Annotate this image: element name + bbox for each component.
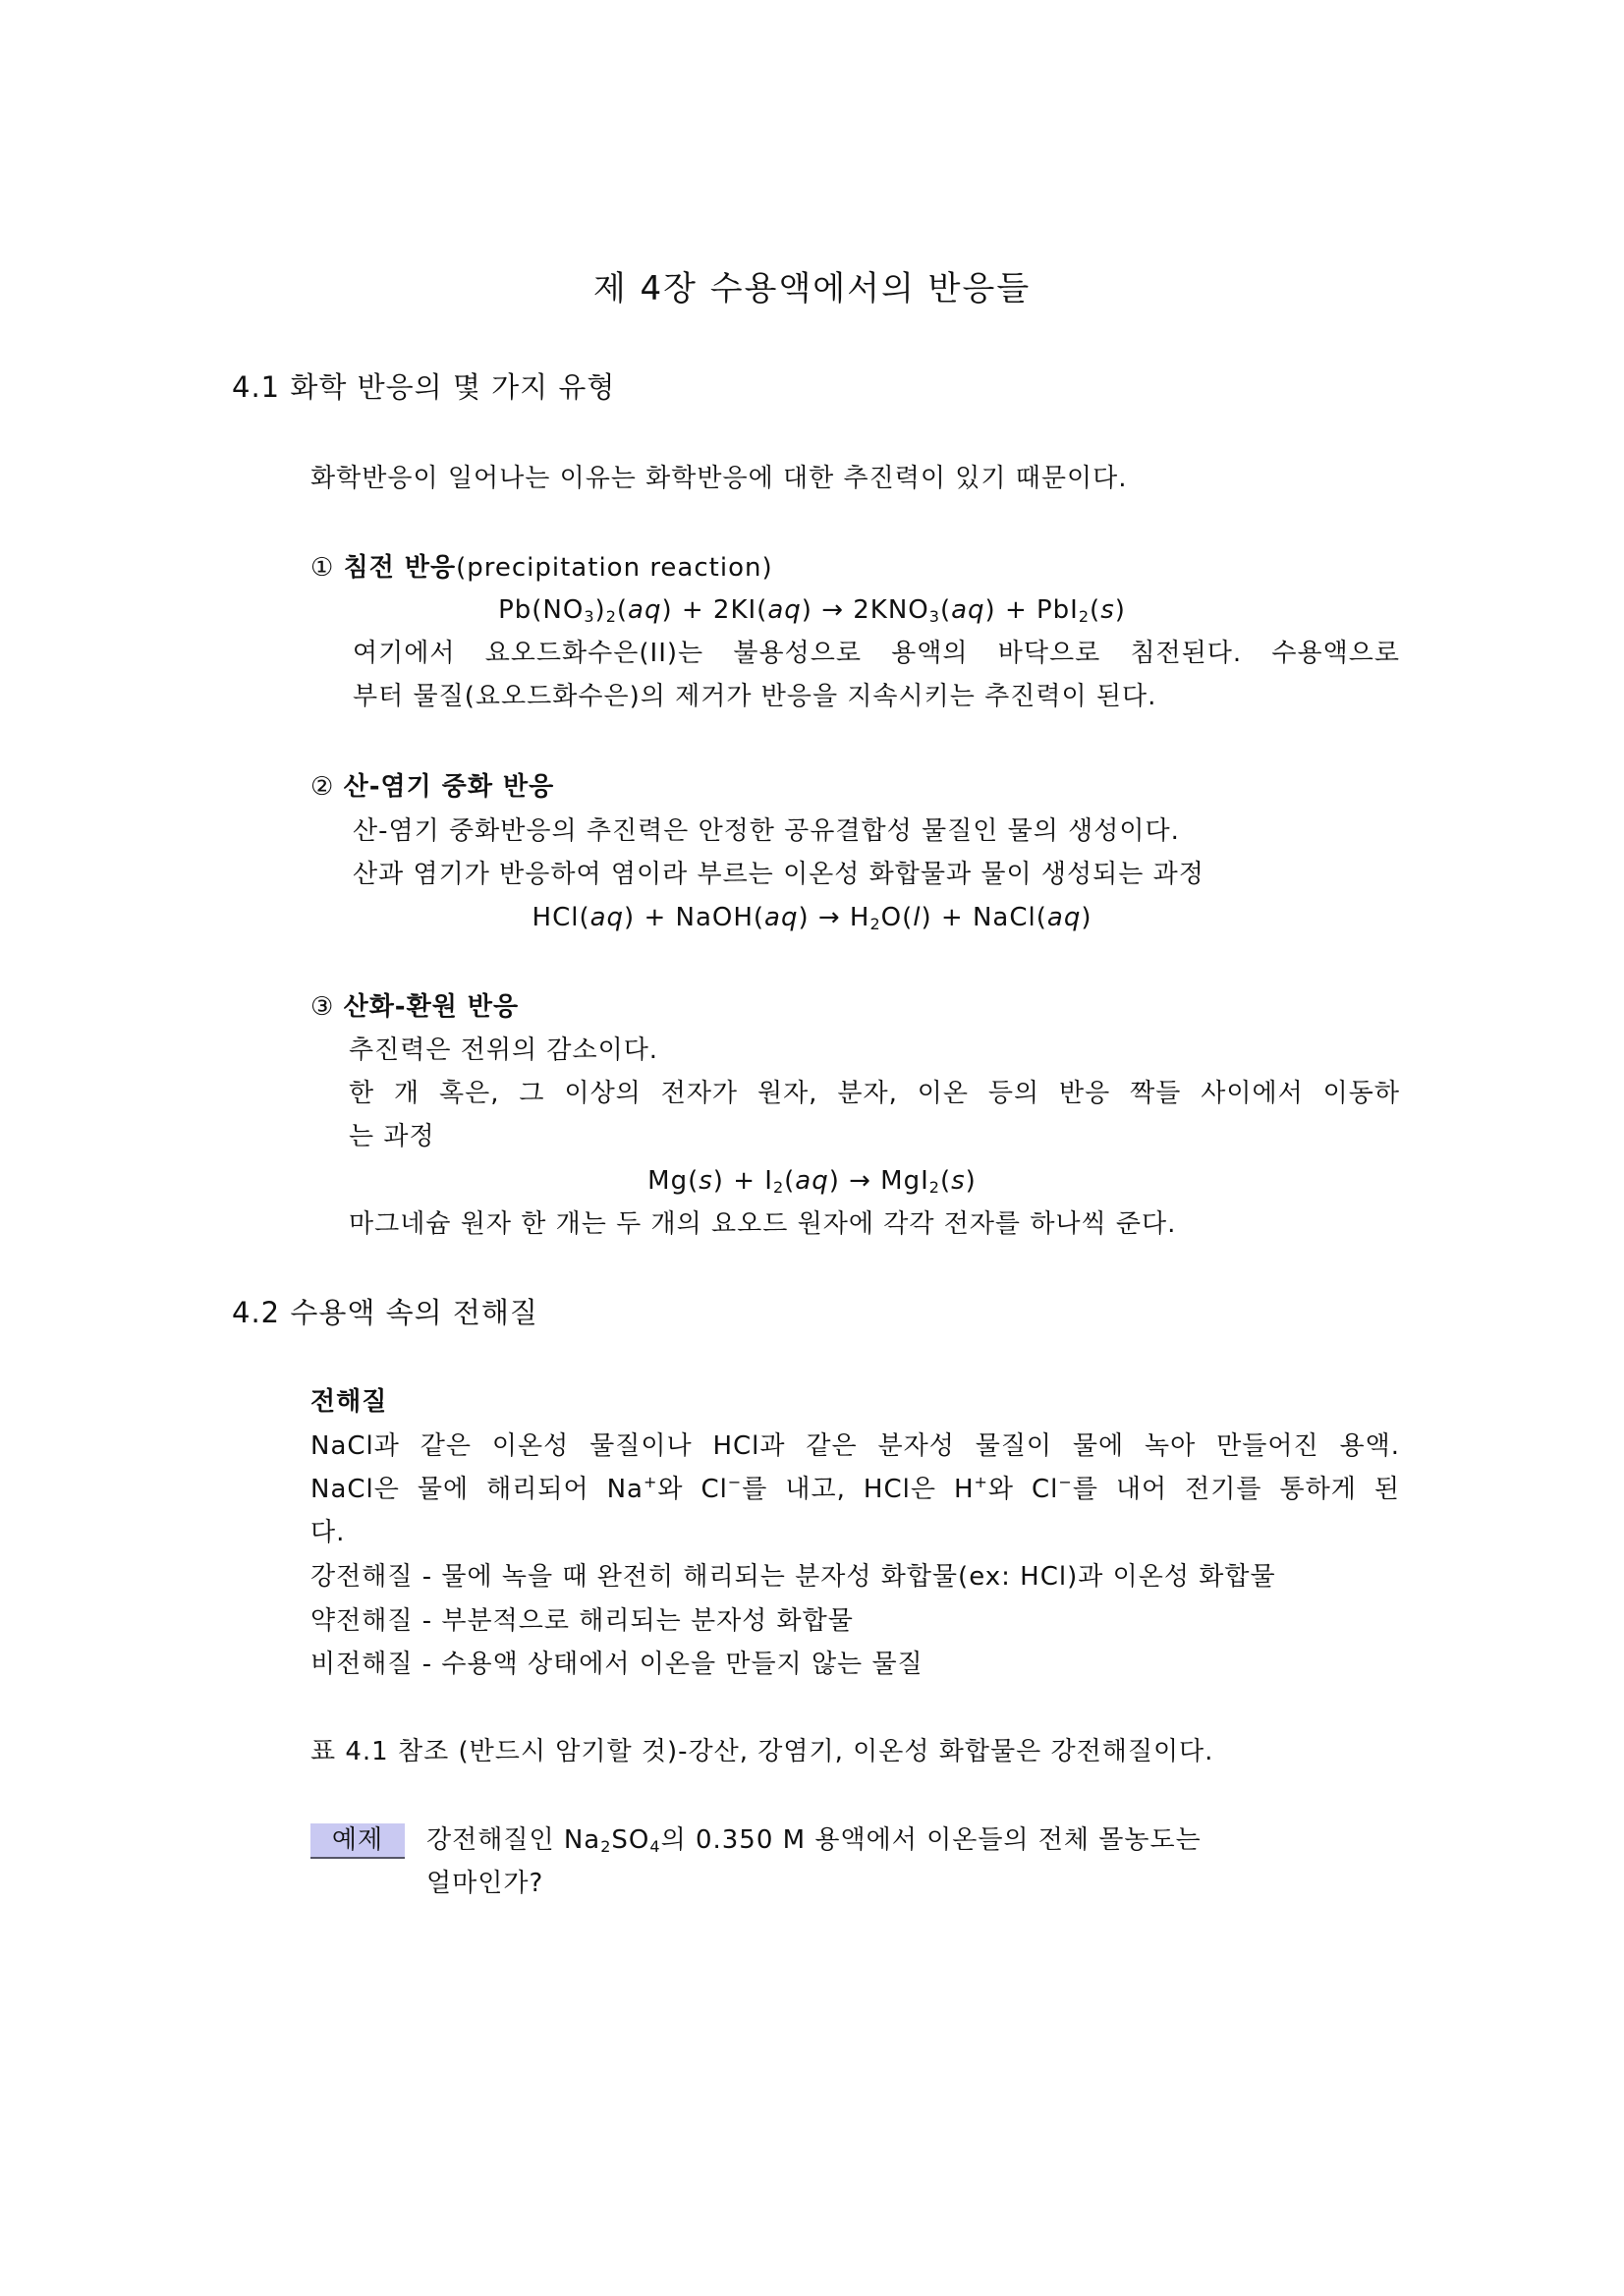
- nonelectrolyte-definition: 비전해질 - 수용액 상태에서 이온을 만들지 않는 물질: [310, 1650, 924, 1679]
- item-3-name: 산화-환원 반응: [343, 992, 520, 1022]
- section-4-1-intro: 화학반응이 일어나는 이유는 화학반응에 대한 추진력이 있기 때문이다.: [310, 464, 1128, 493]
- item-2-heading: [310, 770, 554, 804]
- item-3-text-line-2: 한 개 혹은, 그 이상의 전자가 원자, 분자, 이온 등의 반응 짝들 사이에서 이동하: [349, 1079, 1400, 1108]
- dissociation-line-end: 다.: [310, 1518, 346, 1547]
- section-4-2-heading: 4.2 수용액 속의 전해질: [232, 1296, 538, 1329]
- chapter-title: 제 4장 수용액에서의 반응들: [592, 269, 1032, 308]
- item-3-number: ③: [310, 992, 335, 1022]
- example-label: 예제: [310, 1823, 405, 1859]
- item-3-text-line-3: 는 과정: [349, 1122, 435, 1151]
- item-2-name: 산-염기 중화 반응: [343, 772, 555, 802]
- item-2-number: ②: [310, 772, 335, 802]
- section-4-1-heading: 4.1 화학 반응의 몇 가지 유형: [232, 370, 616, 404]
- item-1-text-line-1: 여기에서 요오드화수은(II)는 불용성으로 용액의 바닥으로 침전된다. 수용액으로: [353, 639, 1400, 668]
- item-1-heading: [310, 551, 773, 585]
- item-1-name: 침전 반응: [343, 553, 457, 583]
- table-reference-note: 표 4.1 참조 (반드시 암기할 것)-강산, 강염기, 이온성 화합물은 강전해질이다.: [310, 1737, 1214, 1766]
- example-problem: 예제 강전해질인 $Na_2SO_4$의 0.350 M 용액에서 이온들의 전체 몰농도는: [310, 1823, 1202, 1859]
- weak-electrolyte-definition: 약전해질 - 부분적으로 해리되는 분자성 화합물: [310, 1606, 854, 1636]
- example-problem-line-2: 얼마인가?: [426, 1869, 544, 1898]
- item-1-number: ①: [310, 553, 335, 583]
- item-1-equation: $Pb(NO_3)_2(aq) + 2KI(aq) \to 2KNO_3(aq) + PbI_2(s)$: [498, 595, 1126, 626]
- dissociation-line: NaCl은 물에 해리되어 Na+와 Cl−를 내고, HCl은 H+와 Cl−를 내어 전기를 통하게 된: [310, 1473, 1400, 1504]
- electrolyte-term: 전해질: [310, 1387, 388, 1417]
- item-3-heading: [310, 990, 519, 1024]
- item-2-text-line-2: 산과 염기가 반응하여 염이라 부르는 이온성 화합물과 물이 생성되는 과정: [353, 860, 1204, 889]
- item-1-text-line-2: 부터 물질(요오드화수은)의 제거가 반응을 지속시키는 추진력이 된다.: [353, 682, 1157, 711]
- item-3-text-line-4: 마그네슘 원자 한 개는 두 개의 요오드 원자에 각각 전자를 하나씩 준다.: [349, 1209, 1177, 1239]
- strong-electrolyte-definition: 강전해질 - 물에 녹을 때 완전히 해리되는 분자성 화합물(ex: HCl)과 이온성 화합물: [310, 1562, 1276, 1592]
- item-2-equation: HCl(aq) + NaOH(aq) → $H_2O(l)$ + NaCl(aq): [532, 903, 1092, 933]
- item-1-name-en: (precipitation reaction): [456, 553, 773, 583]
- electrolyte-definition: NaCl과 같은 이온성 물질이나 HCl과 같은 분자성 물질이 물에 녹아 만들어진 용액.: [310, 1431, 1400, 1461]
- item-2-text-line-1: 산-염기 중화반응의 추진력은 안정한 공유결합성 물질인 물의 생성이다.: [353, 816, 1180, 846]
- item-3-equation: $Mg(s) + I_2(aq) \to MgI_2(s)$: [647, 1166, 977, 1197]
- item-3-text-line-1: 추진력은 전위의 감소이다.: [349, 1036, 659, 1065]
